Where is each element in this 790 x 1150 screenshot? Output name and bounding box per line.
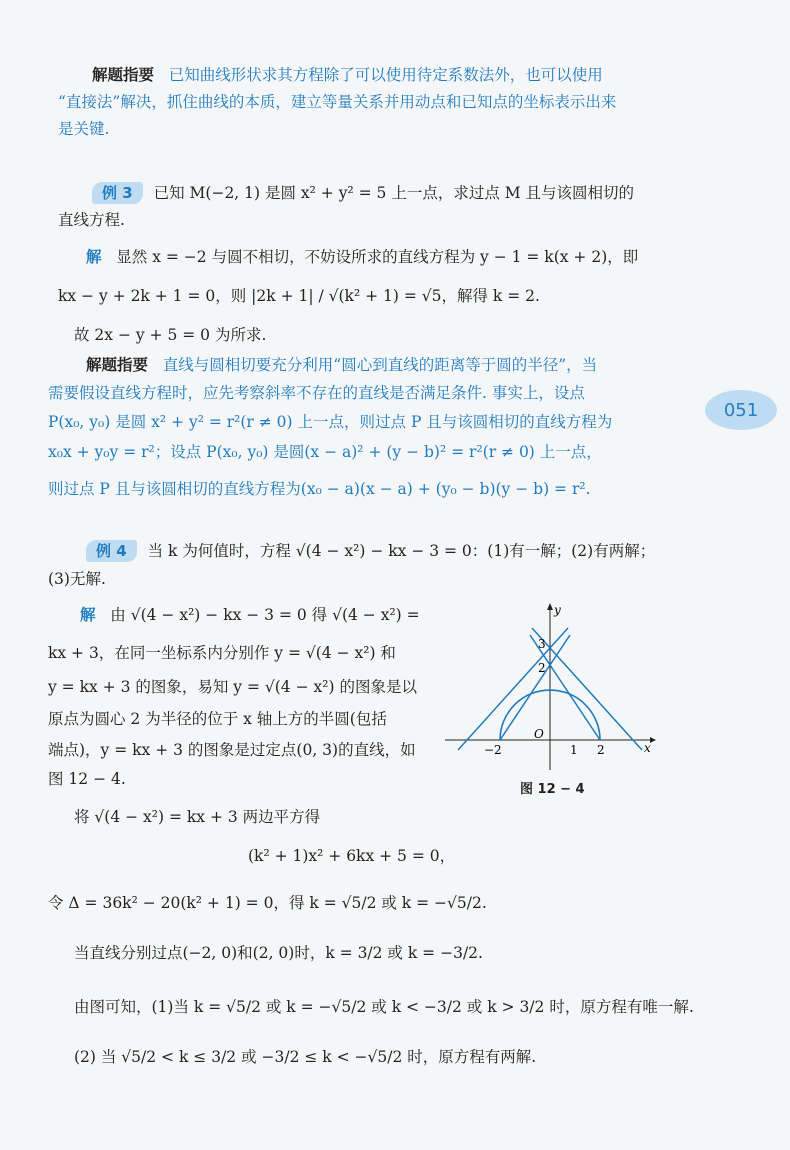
ex4-s5: 端点)，y = kx + 3 的图象是过定点(0, 3)的直线，如 [48, 741, 416, 759]
tip2-line5: 则过点 P 且与该圆相切的直线方程为(x₀ − a)(x − a) + (y₀ − b)(y − b) = r². [48, 480, 591, 498]
tick-x-2: 2 [597, 743, 605, 757]
origin-label: O [534, 727, 544, 741]
tip1-line1: 解题指要 已知曲线形状求其方程除了可以使用待定系数法外，也可以使用 [92, 66, 603, 84]
ex4-line1: 例 4 当 k 为何值时，方程 √(4 − x²) − kx − 3 = 0：(1)有一解；(2)有两解； [86, 540, 655, 562]
ex4-s12: (2) 当 √5/2 < k ≤ 3/2 或 −3/2 ≤ k < −√5/2 时，原方程有两解. [74, 1048, 537, 1066]
ex4-s8: (k² + 1)x² + 6kx + 5 = 0， [248, 847, 456, 865]
ex4-s2: kx + 3，在同一坐标系内分别作 y = √(4 − x²) 和 [48, 644, 396, 662]
ex3-sol2: kx − y + 2k + 1 = 0，则 |2k + 1| / √(k² + 1) = √5，解得 k = 2. [58, 287, 540, 305]
tick-x-1: 1 [570, 743, 578, 757]
ex4-s6: 图 12 − 4. [48, 770, 126, 788]
ex3-line2: 直线方程. [58, 211, 125, 229]
tick-y-2: 2 [538, 661, 546, 675]
ex3-sol-label: 解 [86, 248, 102, 266]
y-axis-label: y [554, 603, 561, 617]
line-k-sqrt5-2 [458, 628, 568, 750]
line-k-3-2 [500, 635, 570, 740]
ex4-s10: 当直线分别过点(−2, 0)和(2, 0)时，k = 3/2 或 k = −3/2. [74, 944, 483, 962]
y-axis-arrow [547, 603, 553, 610]
ex4-badge: 例 4 [86, 540, 137, 562]
x-axis-arrow [650, 737, 656, 743]
line-k-neg-sqrt5-2 [532, 628, 642, 750]
ex4-s9: 令 Δ = 36k² − 20(k² + 1) = 0，得 k = √5/2 或 k = −√5/2. [48, 894, 487, 912]
figure-caption: 图 12 − 4 [520, 782, 585, 797]
tip1-line3: 是关键. [58, 120, 110, 138]
x-axis-label: x [644, 741, 651, 755]
ex4-s11: 由图可知，(1)当 k = √5/2 或 k = −√5/2 或 k < −3/2 或 k > 3/2 时，原方程有唯一解. [74, 998, 694, 1016]
ex4-line2: (3)无解. [48, 570, 106, 588]
ex3-line1: 例 3 已知 M(−2, 1) 是圆 x² + y² = 5 上一点，求过点 M 且与该圆相切的 [92, 182, 634, 204]
tip2-label: 解题指要 [86, 356, 149, 374]
ex4-sol-label: 解 [80, 606, 96, 624]
tick-x-neg2: −2 [484, 743, 502, 757]
ex4-s7: 将 √(4 − x²) = kx + 3 两边平方得 [74, 808, 321, 826]
ex3-badge: 例 3 [92, 182, 143, 204]
figure-12-4 [440, 600, 660, 775]
tick-y-3: 3 [538, 637, 546, 651]
ex4-s1: 解 由 √(4 − x²) − kx − 3 = 0 得 √(4 − x²) = [80, 606, 420, 624]
page-number: 051 [705, 390, 777, 430]
tip1-line2: “直接法”解决，抓住曲线的本质，建立等量关系并用动点和已知点的坐标表示出来 [58, 93, 617, 111]
tip2-line3: P(x₀, y₀) 是圆 x² + y² = r²(r ≠ 0) 上一点，则过点 P 且与该圆相切的直线方程为 [48, 413, 613, 431]
ex3-sol3: 故 2x − y + 5 = 0 为所求. [74, 326, 267, 344]
tip1-label: 解题指要 [92, 66, 155, 84]
tip2-line1: 解题指要 直线与圆相切要充分利用“圆心到直线的距离等于圆的半径”，当 [86, 356, 598, 374]
ex4-s4: 原点为圆心 2 为半径的位于 x 轴上方的半圆(包括 [48, 710, 387, 728]
tip2-line4: x₀x + y₀y = r²；设点 P(x₀, y₀) 是圆(x − a)² + (y − b)² = r²(r ≠ 0) 上一点， [48, 443, 602, 461]
ex4-s3: y = kx + 3 的图象，易知 y = √(4 − x²) 的图象是以 [48, 678, 417, 696]
tip2-line2: 需要假设直线方程时，应先考察斜率不存在的直线是否满足条件. 事实上，设点 [48, 384, 585, 402]
ex3-sol1: 解 显然 x = −2 与圆不相切，不妨设所求的直线方程为 y − 1 = k(x + 2)，即 [86, 248, 639, 266]
